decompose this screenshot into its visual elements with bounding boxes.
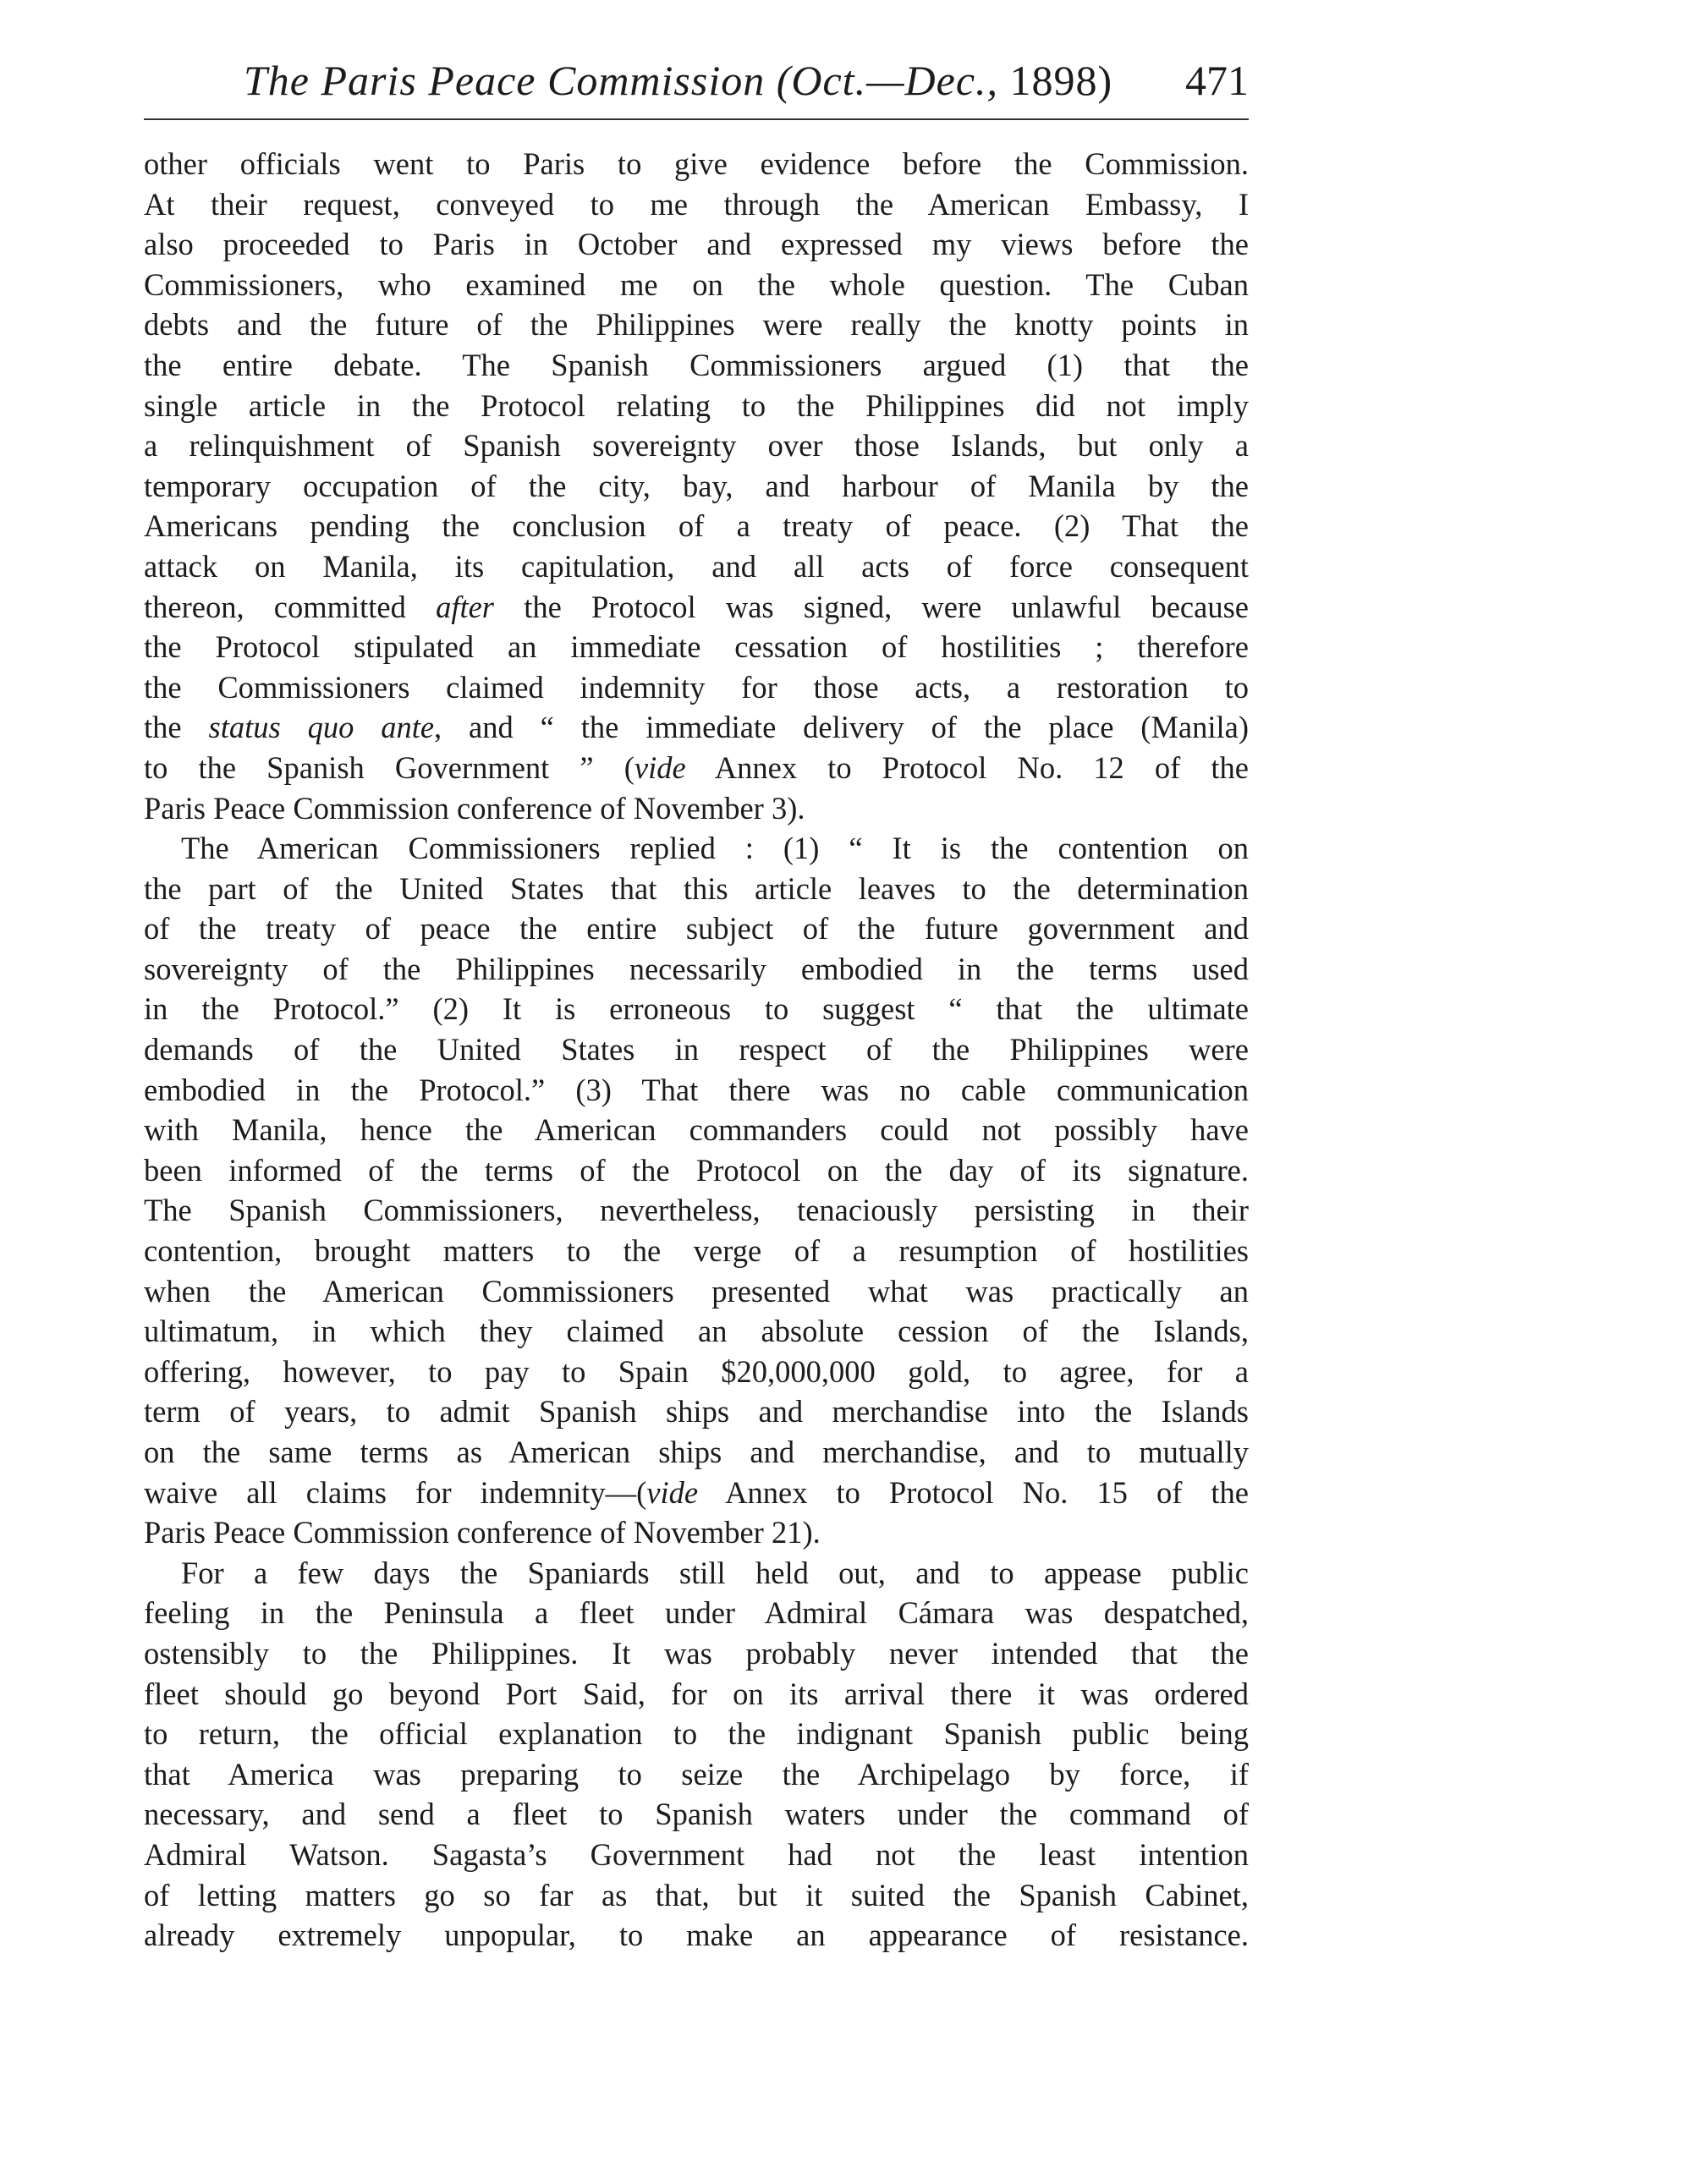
text-segment: At their request, conveyed to me through the American Embassy, I xyxy=(144,186,1249,222)
text-segment: when the American Commissioners presented what was practically an xyxy=(144,1273,1249,1309)
text-line xyxy=(144,949,1249,990)
text-segment: Annex to Protocol No. 15 of the xyxy=(698,1474,1250,1510)
header-rule xyxy=(144,118,1249,120)
text-segment: on the same terms as American ships and merchandise, and to mutually xyxy=(144,1435,1249,1469)
text-line xyxy=(144,707,1249,748)
text-segment: waive all claims for indemnity—( xyxy=(144,1474,647,1510)
text-line xyxy=(144,1875,1249,1916)
text-segment: been informed of the terms of the Protocol on the day of its signature. xyxy=(144,1152,1249,1188)
text-segment: single article in the Protocol relating to the Philippines did not imply xyxy=(144,387,1249,423)
text-line xyxy=(144,908,1249,949)
text-segment: the Commissioners claimed indemnity for those acts, a restoration to xyxy=(144,669,1249,705)
text-line xyxy=(144,627,1249,667)
text-segment: that America was preparing to seize the Archipelago by force, if xyxy=(144,1756,1249,1792)
text-segment: sovereignty of the Philippines necessarily embodied in the terms used xyxy=(144,951,1249,986)
text-segment: embodied in the Protocol.” (3) That there was no cable communication xyxy=(144,1072,1249,1107)
text-segment: to the Spanish Government ” ( xyxy=(144,749,634,785)
text-line xyxy=(144,989,1249,1029)
text-line xyxy=(144,1674,1249,1715)
text-line xyxy=(144,1593,1249,1633)
text-segment: already extremely unpopular, to make an appearance of resistance. xyxy=(144,1918,1249,1953)
text-segment: The Spanish Commissioners, nevertheless, tenaciously persisting in their xyxy=(144,1193,1249,1228)
text-line xyxy=(144,1271,1249,1312)
running-title-year: 1898) xyxy=(1009,57,1113,104)
text-line xyxy=(144,305,1249,345)
text-segment: a relinquishment of Spanish sovereignty over those Islands, but only a xyxy=(144,428,1249,464)
text-segment: in the Protocol.” (2) It is erroneous to suggest “ that the ultimate xyxy=(144,991,1249,1027)
text-segment: demands of the United States in respect of the Philippines were xyxy=(144,1032,1249,1067)
running-title-text: The Paris Peace Commission (Oct.—Dec., xyxy=(244,57,999,104)
text-segment: Admiral Watson. Sagasta’s Government had not the least intention xyxy=(144,1836,1249,1872)
text-segment: offering, however, to pay to Spain $20,000,000 gold, to agree, for a xyxy=(144,1353,1249,1389)
text-line xyxy=(144,1352,1249,1392)
text-line xyxy=(144,1512,1249,1553)
text-line xyxy=(144,224,1249,265)
text-segment: Annex to Protocol No. 12 of the xyxy=(685,749,1249,785)
text-segment: Paris Peace Commission conference of November 21). xyxy=(144,1515,821,1550)
text-segment: of the treaty of peace the entire subject of the future government and xyxy=(144,911,1249,947)
italic-text: vide xyxy=(646,1474,699,1510)
text-segment: attack on Manila, its capitulation, and all acts of force consequent xyxy=(144,548,1249,584)
text-segment: The American Commissioners replied : (1) “ It is the contention on xyxy=(181,831,1249,866)
text-segment: fleet should go beyond Port Said, for on its arrival there it was ordered xyxy=(144,1676,1249,1711)
text-line xyxy=(144,425,1249,466)
text-line xyxy=(144,546,1249,587)
text-line xyxy=(144,1432,1249,1473)
text-segment: For a few days the Spaniards still held out, and to appease public xyxy=(181,1555,1249,1590)
text-segment: Americans pending the conclusion of a treaty of peace. (2) That the xyxy=(144,508,1249,544)
text-segment: Commissioners, who examined me on the whole question. The Cuban xyxy=(144,266,1249,302)
text-segment: contention, brought matters to the verge of a resumption of hostilities xyxy=(144,1233,1249,1269)
text-line xyxy=(144,386,1249,426)
italic-text: after xyxy=(436,589,494,624)
text-segment: necessary, and send a fleet to Spanish waters under the command of xyxy=(144,1797,1249,1832)
text-line xyxy=(144,828,1249,869)
text-segment: ostensibly to the Philippines. It was probably never intended that the xyxy=(144,1635,1249,1671)
text-line xyxy=(144,1231,1249,1271)
text-line xyxy=(144,144,1249,184)
text-segment: of letting matters go so far as that, but it suited the Spanish Cabinet, xyxy=(144,1877,1249,1912)
text-line xyxy=(144,1311,1249,1352)
text-line xyxy=(144,587,1249,628)
text-line xyxy=(144,1553,1249,1594)
text-segment: term of years, to admit Spanish ships and merchandise into the Islands xyxy=(144,1394,1249,1429)
text-line xyxy=(144,1070,1249,1111)
text-segment: , and “ the immediate delivery of the place (Manila) xyxy=(434,710,1249,745)
text-line xyxy=(144,1110,1249,1150)
running-header xyxy=(244,56,1249,107)
text-segment: with Manila, hence the American commanders could not possibly have xyxy=(144,1112,1249,1148)
text-segment: temporary occupation of the city, bay, and harbour of Manila by the xyxy=(144,468,1249,503)
text-line xyxy=(144,667,1249,708)
text-segment: the Protocol stipulated an immediate cessation of hostilities ; therefore xyxy=(144,629,1249,665)
text-line xyxy=(144,345,1249,386)
text-line xyxy=(144,1835,1249,1875)
italic-text: status quo ante xyxy=(208,710,435,745)
text-segment: also proceeded to Paris in October and expressed my views before the xyxy=(144,227,1249,262)
text-line xyxy=(144,869,1249,909)
text-segment: the part of the United States that this article leaves to the determination xyxy=(144,870,1249,906)
text-line xyxy=(144,1714,1249,1754)
text-line xyxy=(144,748,1249,788)
running-title xyxy=(244,56,1112,105)
text-segment: the xyxy=(144,710,209,745)
page-body xyxy=(144,144,1249,1956)
text-line xyxy=(144,265,1249,305)
text-segment: thereon, committed xyxy=(144,589,437,624)
text-segment: the Protocol was signed, were unlawful because xyxy=(494,589,1249,624)
text-segment: Paris Peace Commission conference of November 3). xyxy=(144,790,805,826)
text-segment: ultimatum, in which they claimed an absolute cession of the Islands, xyxy=(144,1314,1249,1349)
text-line xyxy=(144,788,1249,829)
text-line xyxy=(144,466,1249,507)
text-line xyxy=(144,506,1249,546)
page-number: 471 xyxy=(1185,57,1249,104)
text-line xyxy=(144,1794,1249,1835)
italic-text: vide xyxy=(634,749,686,785)
text-segment: the entire debate. The Spanish Commissioners argued (1) that the xyxy=(144,347,1249,382)
text-line xyxy=(144,1190,1249,1231)
text-line xyxy=(144,1473,1249,1513)
text-line xyxy=(144,1754,1249,1795)
text-line xyxy=(144,1915,1249,1956)
text-segment: debts and the future of the Philippines were really the knotty points in xyxy=(144,307,1249,343)
text-line xyxy=(144,1633,1249,1674)
text-segment: feeling in the Peninsula a fleet under Admiral Cámara was despatched, xyxy=(144,1595,1249,1631)
text-line xyxy=(144,1150,1249,1191)
text-segment: to return, the official explanation to the indignant Spanish public being xyxy=(144,1716,1249,1752)
text-line xyxy=(144,184,1249,225)
text-line xyxy=(144,1029,1249,1070)
text-segment: other officials went to Paris to give evidence before the Commission. xyxy=(144,146,1249,181)
text-line xyxy=(144,1391,1249,1432)
